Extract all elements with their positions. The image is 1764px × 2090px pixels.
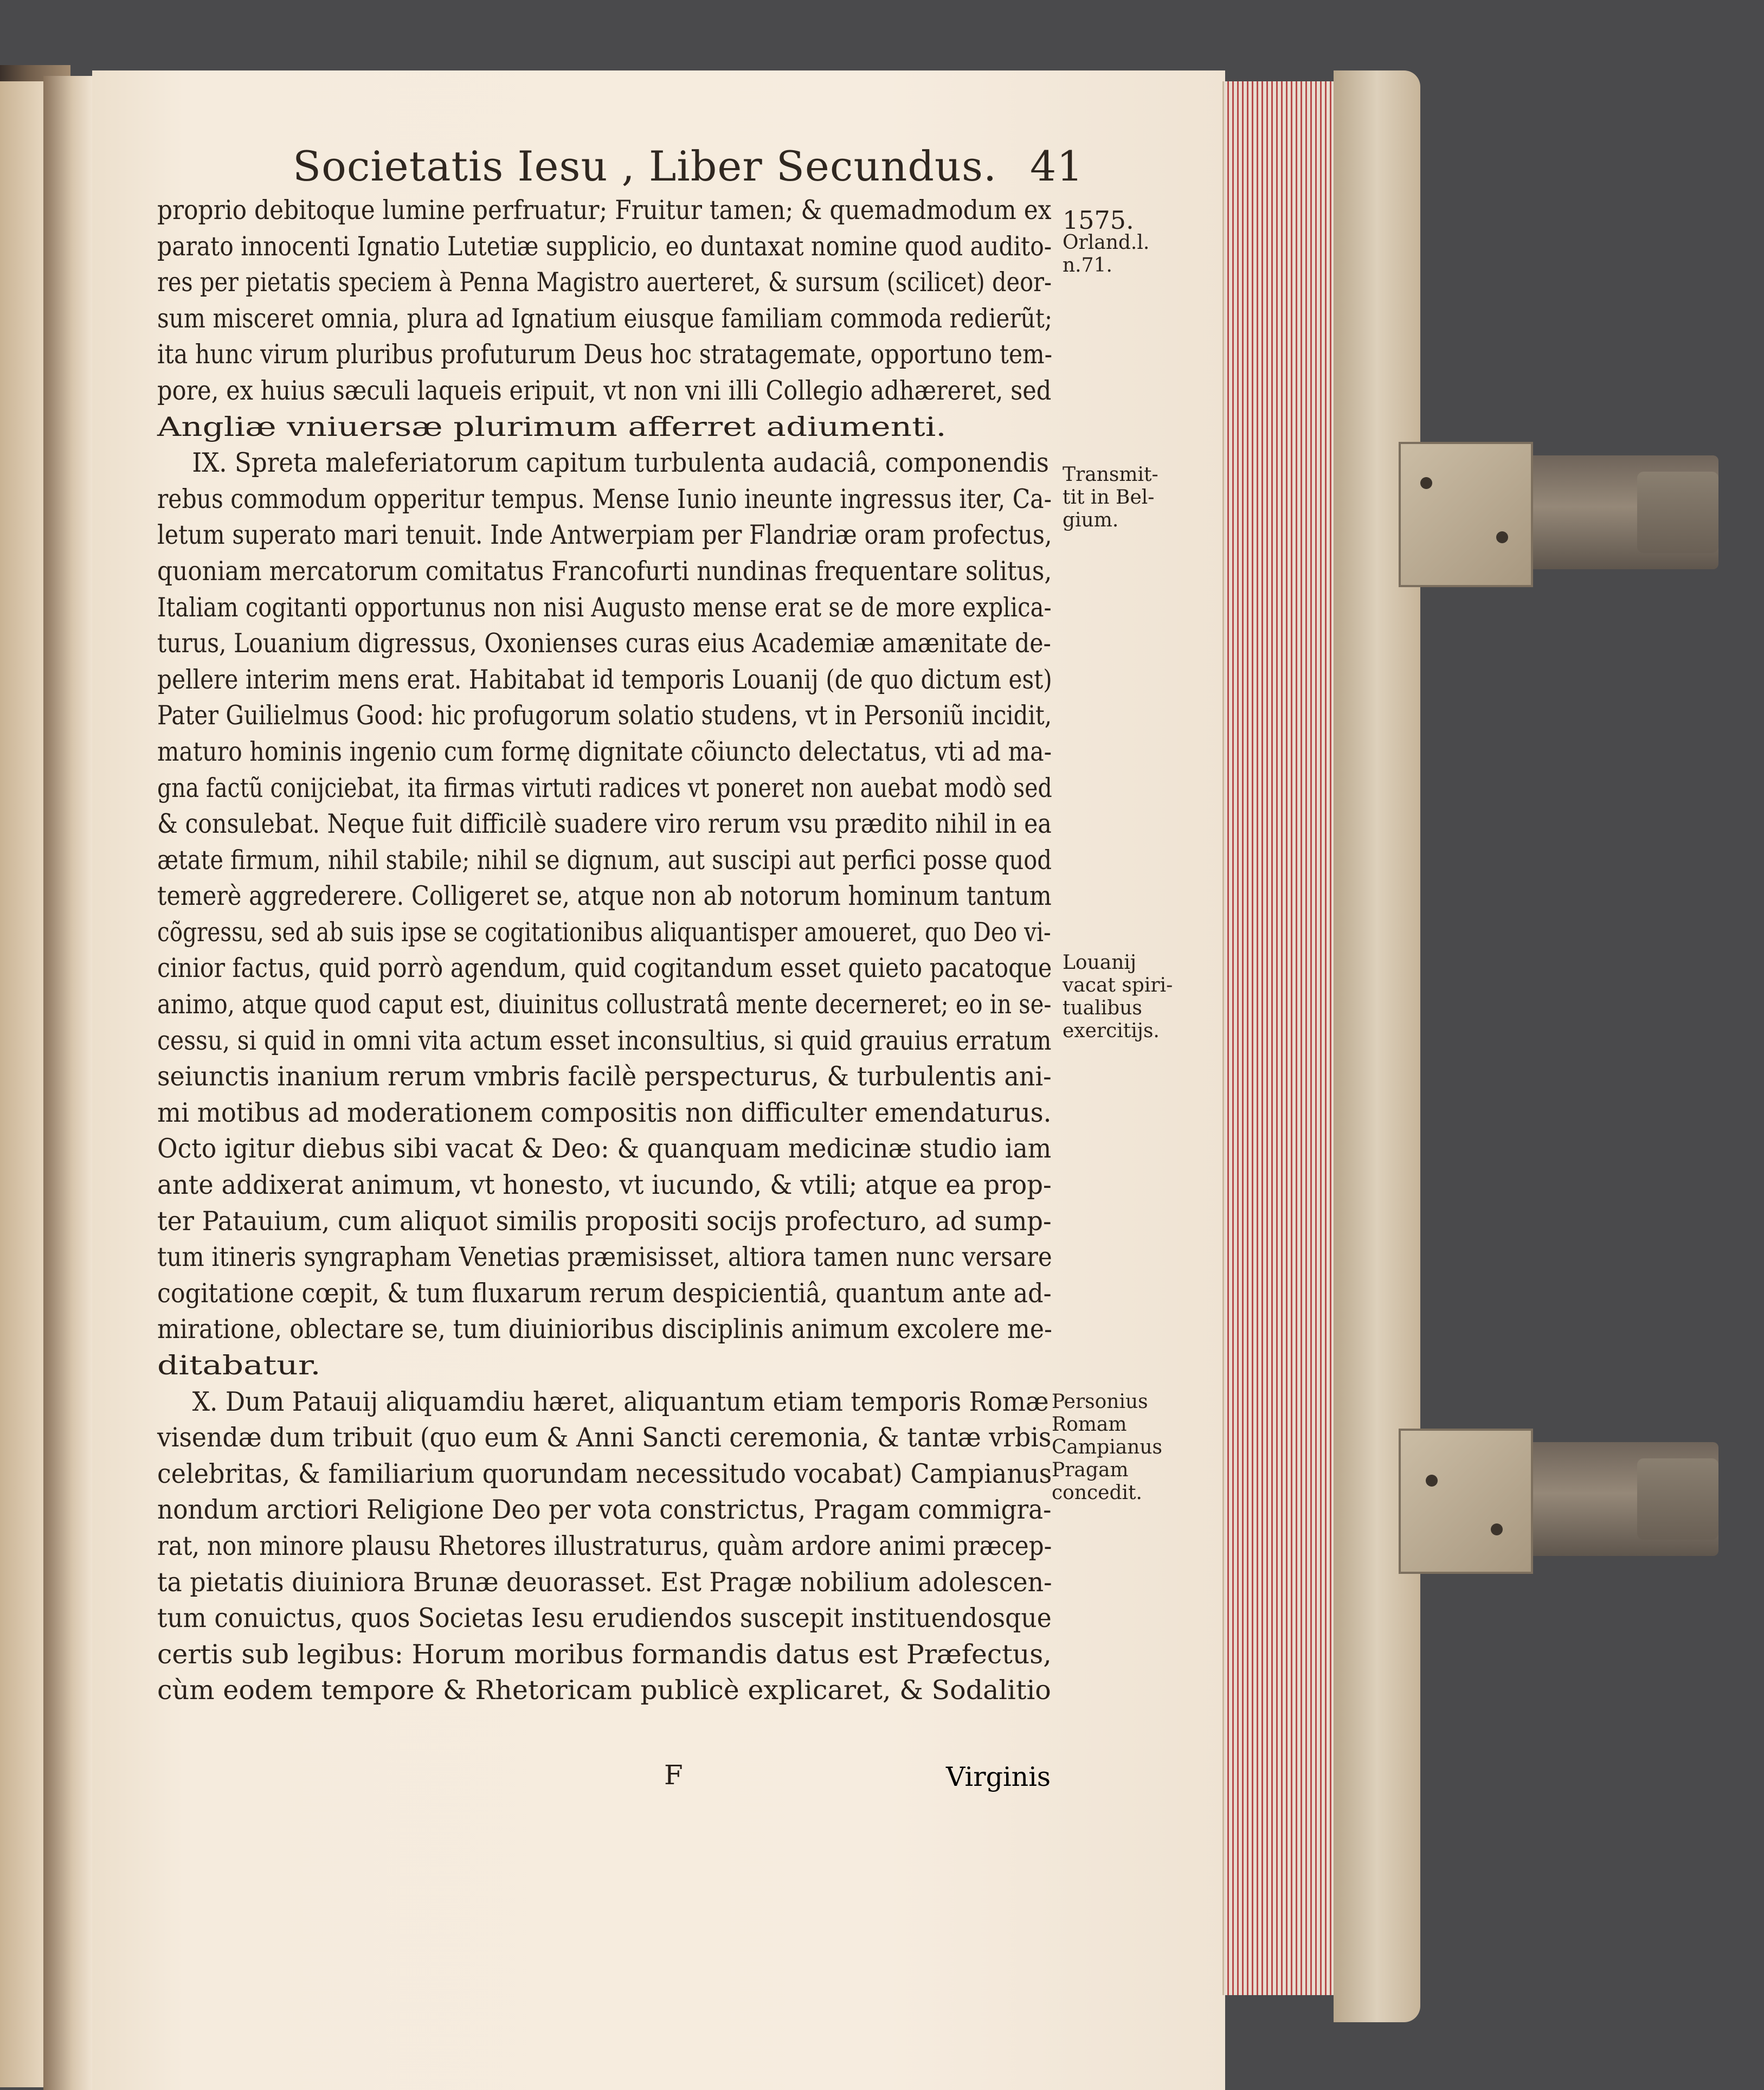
margin-note-year: [1063, 205, 1203, 277]
clasp-rivet: [1491, 1523, 1503, 1535]
text-line: Italiam cogitanti opportunus non nisi Augusto mense erat se de more explica-: [157, 591, 1052, 623]
text-line: cogitatione cœpit, & tum fluxarum rerum despicientiâ, quantum ante ad-: [157, 1277, 1052, 1309]
text-line: res per pietatis speciem à Penna Magistro auerteret, & sursum (scilicet) deor-: [157, 267, 1052, 298]
text-line: cinior factus, quid porrò agendum, quid cogitandum esset quieto pacatoque: [157, 953, 1052, 984]
text-line: pore, ex huius sæculi laqueis eripuit, vt non vni illi Collegio adhæreret, sed: [157, 375, 1052, 406]
text-line: celebritas, & familiarium quorundam necessitudo vocabat) Campianus: [157, 1458, 1052, 1489]
page-number: 41: [1030, 142, 1084, 190]
book-cover: [1334, 70, 1420, 2022]
text-line: & consulebat. Neque fuit difficilè suadere viro rerum vsu prædito nihil in ea: [157, 808, 1052, 840]
margin-note-line: gium.: [1063, 509, 1119, 531]
margin-note-line: Transmit-: [1063, 464, 1158, 486]
text-line: X. Dum Patauij aliquamdiu hæret, aliquantum etiam temporis Romæ: [192, 1386, 1049, 1417]
text-line: nondum arctiori Religione Deo per vota constrictus, Pragam commigra-: [157, 1494, 1052, 1526]
margin-note-line: concedit.: [1052, 1482, 1142, 1504]
text-line: certis sub legibus: Horum moribus formandis datus est Præfectus,: [157, 1638, 1052, 1670]
margin-note-line: Personius: [1052, 1391, 1148, 1413]
margin-note-line: n.71.: [1063, 254, 1112, 276]
text-line: seiunctis inanium rerum vmbris facilè perspecturus, & turbulentis ani-: [157, 1061, 1052, 1092]
text-line: quoniam mercatorum comitatus Francofurti nundinas frequentare solitus,: [157, 555, 1052, 587]
text-line: Angliæ vniuersæ plurimum afferret adiumenti.: [157, 411, 947, 442]
text-line: turus, Louanium digressus, Oxonienses curas eius Academiæ amænitate de-: [157, 628, 1051, 659]
margin-note-line: tualibus: [1063, 997, 1142, 1019]
text-line: cessu, si quid in omni vita actum esset inconsultius, si quid grauius erratum: [157, 1025, 1052, 1056]
text-line: tum conuictus, quos Societas Iesu erudiendos suscepit instituendosque: [157, 1603, 1052, 1634]
text-line: sum misceret omnia, plura ad Ignatium eiusque familiam commoda redierũt;: [157, 303, 1053, 334]
text-line: temerè aggrederere. Colligeret se, atque non ab notorum hominum tantum: [157, 880, 1052, 912]
text-line: parato innocenti Ignatio Lutetiæ supplicio, eo duntaxat nomine quod audito-: [157, 230, 1052, 262]
clasp-tab: [1637, 472, 1718, 553]
margin-note-prague: [1052, 1391, 1193, 1504]
text-line: ta pietatis diuiniora Brunæ deuorasset. Est Pragæ nobilium adolescen-: [157, 1566, 1052, 1598]
running-head-title: Societatis Iesu , Liber Secundus.: [293, 142, 997, 190]
margin-note-line: 1575.: [1063, 205, 1134, 235]
clasp-plate: [1399, 442, 1533, 587]
text-line: visendæ dum tribuit (quo eum & Anni Sancti ceremonia, & tantæ vrbis: [157, 1422, 1052, 1454]
text-line: mi motibus ad moderationem compositis non difficulter emendaturus.: [157, 1097, 1052, 1128]
text-line: letum superato mari tenuit. Inde Antwerpiam per Flandriæ oram profectus,: [157, 519, 1052, 551]
clasp-plate: [1399, 1429, 1533, 1574]
margin-note-line: Romam: [1052, 1413, 1127, 1436]
lower-clasp: [1399, 1442, 1718, 1556]
text-line: proprio debitoque lumine perfruatur; Fruitur tamen; & quemadmodum ex: [157, 195, 1052, 226]
signature-mark: F: [664, 1759, 683, 1791]
text-line: ante addixerat animum, vt honesto, vt iucundo, & vtili; atque ea prop-: [157, 1169, 1052, 1201]
text-line: cùm eodem tempore & Rhetoricam publicè explicaret, & Sodalitio: [157, 1675, 1051, 1706]
book-gutter: [43, 76, 92, 2090]
clasp-rivet: [1426, 1475, 1438, 1487]
clasp-rivet: [1496, 531, 1508, 543]
red-page-edges: [1222, 81, 1338, 1995]
text-line: rat, non minore plausu Rhetores illustraturus, quàm ardore animi præcep-: [157, 1530, 1052, 1561]
text-line: rebus commodum opperitur tempus. Mense Iunio ineunte ingressus iter, Ca-: [157, 483, 1052, 515]
margin-note-line: tit in Bel-: [1063, 486, 1155, 509]
text-line: ætate firmum, nihil stabile; nihil se dignum, aut suscipi aut perfici posse quod: [157, 844, 1052, 876]
clasp-rivet: [1420, 477, 1432, 489]
text-line: Octo igitur diebus sibi vacat & Deo: & quanquam medicinæ studio iam: [157, 1133, 1052, 1165]
margin-note-line: Pragam: [1052, 1459, 1129, 1481]
text-line: ter Patauium, cum aliquot similis propositi socijs profecturo, ad sump-: [157, 1205, 1052, 1237]
margin-note-belgium: [1063, 464, 1203, 532]
text-line: ditabatur.: [157, 1350, 321, 1381]
margin-note-louvain: [1063, 951, 1203, 1043]
text-line: Pater Guilielmus Good: hic profugorum solatio studens, vt in Personiũ incidit,: [157, 700, 1052, 731]
catchword: Virginis: [946, 1761, 1051, 1792]
upper-clasp: [1399, 455, 1718, 569]
margin-note-line: Louanij: [1063, 951, 1137, 974]
margin-note-line: vacat spiri-: [1063, 974, 1173, 996]
clasp-tab: [1637, 1458, 1718, 1540]
text-line: maturo hominis ingenio cum formę dignitate cõiuncto delectatus, vti ad ma-: [157, 736, 1052, 767]
text-line: miratione, oblectare se, tum diuinioribus disciplinis animum excolere me-: [157, 1314, 1052, 1345]
text-line: animo, atque quod caput est, diuinitus collustratâ mente decerneret; eo in se-: [157, 989, 1052, 1020]
text-line: pellere interim mens erat. Habitabat id temporis Louanij (de quo dictum est): [157, 664, 1052, 695]
text-line: tum itineris syngrapham Venetias præmisisset, altiora tamen nunc versare: [157, 1242, 1052, 1273]
facing-page-edge: [0, 81, 43, 2087]
text-line: ita hunc virum pluribus profuturum Deus hoc stratagemate, opportuno tem-: [157, 339, 1053, 370]
text-line: cõgressu, sed ab suis ipse se cogitationibus aliquantisper amoueret, quo Deo vi-: [157, 916, 1051, 948]
text-line: IX. Spreta maleferiatorum capitum turbulenta audaciâ, componendis: [192, 447, 1049, 479]
margin-note-line: exercitijs.: [1063, 1020, 1160, 1042]
catchword-row: [157, 1759, 1052, 1796]
body-text: [157, 192, 1052, 1709]
text-line: gna factũ conijciebat, ita firmas virtuti radices vt poneret non auebat modò sed: [157, 772, 1052, 803]
margin-note-line: Orland.l.: [1063, 231, 1150, 254]
margin-note-line: Campianus: [1052, 1436, 1163, 1458]
